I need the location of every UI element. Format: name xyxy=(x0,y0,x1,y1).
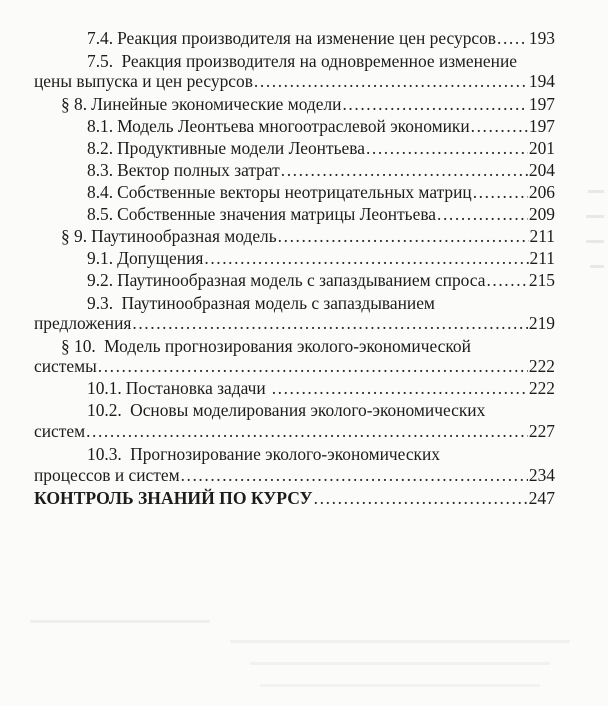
toc-entry xyxy=(87,377,555,399)
toc-entry-title: Линейные экономические модели xyxy=(91,94,342,114)
toc-entry-number: § 10. xyxy=(61,336,101,356)
toc-entry-title: Вектор полных затрат xyxy=(117,160,280,180)
toc-entry-title: процессов и систем xyxy=(34,465,180,485)
show-through-mark xyxy=(588,190,604,193)
toc-entry-title-line xyxy=(87,443,440,465)
dot-leader xyxy=(437,203,528,225)
toc-entry xyxy=(87,115,555,137)
toc-entry-number: 8.2. xyxy=(87,138,114,158)
toc-entry-number: 9.3. xyxy=(87,293,118,313)
toc-entry-number: § 9. xyxy=(61,226,88,246)
dot-leader xyxy=(486,269,527,291)
toc-entry-title: Собственные значения матрицы Леонтьева xyxy=(117,204,437,224)
toc-entry-number: 10.2. xyxy=(87,400,127,420)
dot-leader xyxy=(471,115,528,137)
toc-entry-number: 8.5. xyxy=(87,204,114,224)
toc-entry-number: 10.3. xyxy=(87,444,127,464)
toc-entry-number: 10.1. xyxy=(87,378,122,398)
dot-leader xyxy=(254,70,528,92)
toc-page-number: 247 xyxy=(528,488,555,508)
toc-entry-title: Основы моделирования эколого-экономических xyxy=(130,400,486,420)
toc-entry-title: Паутинообразная модель xyxy=(91,226,277,246)
toc-page-number: 194 xyxy=(528,71,555,91)
toc-entry-title: Постановка задачи xyxy=(125,378,266,398)
show-through-mark xyxy=(250,662,550,665)
dot-leader xyxy=(132,312,528,334)
show-through-mark xyxy=(30,620,210,623)
toc-entry xyxy=(34,464,555,486)
toc-entry xyxy=(34,355,555,377)
toc-entry-title: цены выпуска и цен ресурсов xyxy=(34,71,253,91)
dot-leader xyxy=(86,420,528,442)
toc-entry-title: Реакция производителя на изменение цен ресурсов xyxy=(117,28,497,48)
toc-entry-title: Прогнозирование эколого-экономических xyxy=(130,444,441,464)
show-through-mark xyxy=(586,215,604,218)
dot-leader xyxy=(272,377,528,399)
toc-entry-number: 8.3. xyxy=(87,160,114,180)
toc-entry xyxy=(87,27,555,49)
toc-entry xyxy=(34,312,555,334)
dot-leader xyxy=(98,355,528,377)
toc-page-number: 227 xyxy=(528,421,555,441)
toc-page-number: 219 xyxy=(528,313,555,333)
toc-entry-title-line xyxy=(61,335,471,357)
toc-page-number: 222 xyxy=(528,356,555,376)
toc-entry-number: 7.5. xyxy=(87,51,118,71)
toc-entry xyxy=(34,70,555,92)
toc-page-number: 204 xyxy=(528,160,555,180)
toc-entry xyxy=(87,203,555,225)
toc-page-number: 211 xyxy=(529,248,555,268)
toc-entry xyxy=(87,181,555,203)
dot-leader xyxy=(204,247,528,269)
toc-entry-title-line xyxy=(87,50,517,72)
toc-entry-title-line xyxy=(87,292,435,314)
toc-entry xyxy=(34,420,555,442)
show-through-mark xyxy=(260,684,540,687)
dot-leader xyxy=(473,181,528,203)
dot-leader xyxy=(281,159,528,181)
toc-entry-title: Модель прогнозирования эколого-экономической xyxy=(104,336,471,356)
toc-page-number: 222 xyxy=(528,378,555,398)
toc-entry xyxy=(87,159,555,181)
toc-entry-number: 8.4. xyxy=(87,182,114,202)
show-through-mark xyxy=(586,240,604,243)
dot-leader xyxy=(314,487,528,509)
show-through-mark xyxy=(230,640,570,643)
toc-entry xyxy=(87,137,555,159)
toc-entry-title: Продуктивные модели Леонтьева xyxy=(117,138,365,158)
toc-entry-title: предложения xyxy=(34,313,132,333)
toc-entry xyxy=(34,487,555,509)
dot-leader xyxy=(278,225,529,247)
toc-page-number: 197 xyxy=(528,116,555,136)
toc-entry xyxy=(61,225,555,247)
toc-entry-title: системы xyxy=(34,356,97,376)
toc-page-number: 209 xyxy=(528,204,555,224)
toc-page-number: 211 xyxy=(529,226,555,246)
toc-page-number: 215 xyxy=(528,270,555,290)
toc-entry-number: 8.1. xyxy=(87,116,114,136)
dot-leader xyxy=(342,93,527,115)
toc-entry-title: Паутинообразная модель с запаздыванием xyxy=(121,293,435,313)
toc-entry-title: систем xyxy=(34,421,86,441)
toc-entry-title: Модель Леонтьева многоотраслевой экономики xyxy=(117,116,470,136)
dot-leader xyxy=(181,464,528,486)
toc-page-number: 201 xyxy=(528,138,555,158)
toc-page-number: 197 xyxy=(528,94,555,114)
toc-entry-number: 9.2. xyxy=(87,270,114,290)
toc-entry-title: Допущения xyxy=(117,248,204,268)
toc-entry-title: КОНТРОЛЬ ЗНАНИЙ ПО КУРСУ xyxy=(34,488,313,508)
toc-entry-title: Реакция производителя на одновременное изменение xyxy=(121,51,517,71)
toc-entry-number: 9.1. xyxy=(87,248,114,268)
dot-leader xyxy=(366,137,528,159)
toc-entry-title: Паутинообразная модель с запаздыванием спроса xyxy=(117,270,486,290)
toc-entry-number: 7.4. xyxy=(87,28,114,48)
toc-entry-title: Собственные векторы неотрицательных матриц xyxy=(117,182,472,202)
toc-entry-number: § 8. xyxy=(61,94,88,114)
toc-entry xyxy=(87,247,555,269)
toc-page-number: 206 xyxy=(528,182,555,202)
toc-entry xyxy=(87,269,555,291)
toc-page-number: 193 xyxy=(528,28,555,48)
dot-leader xyxy=(497,27,528,49)
show-through-mark xyxy=(590,265,604,268)
toc-page-number: 234 xyxy=(528,465,555,485)
toc-entry-title-line xyxy=(87,399,485,421)
toc-entry xyxy=(61,93,555,115)
